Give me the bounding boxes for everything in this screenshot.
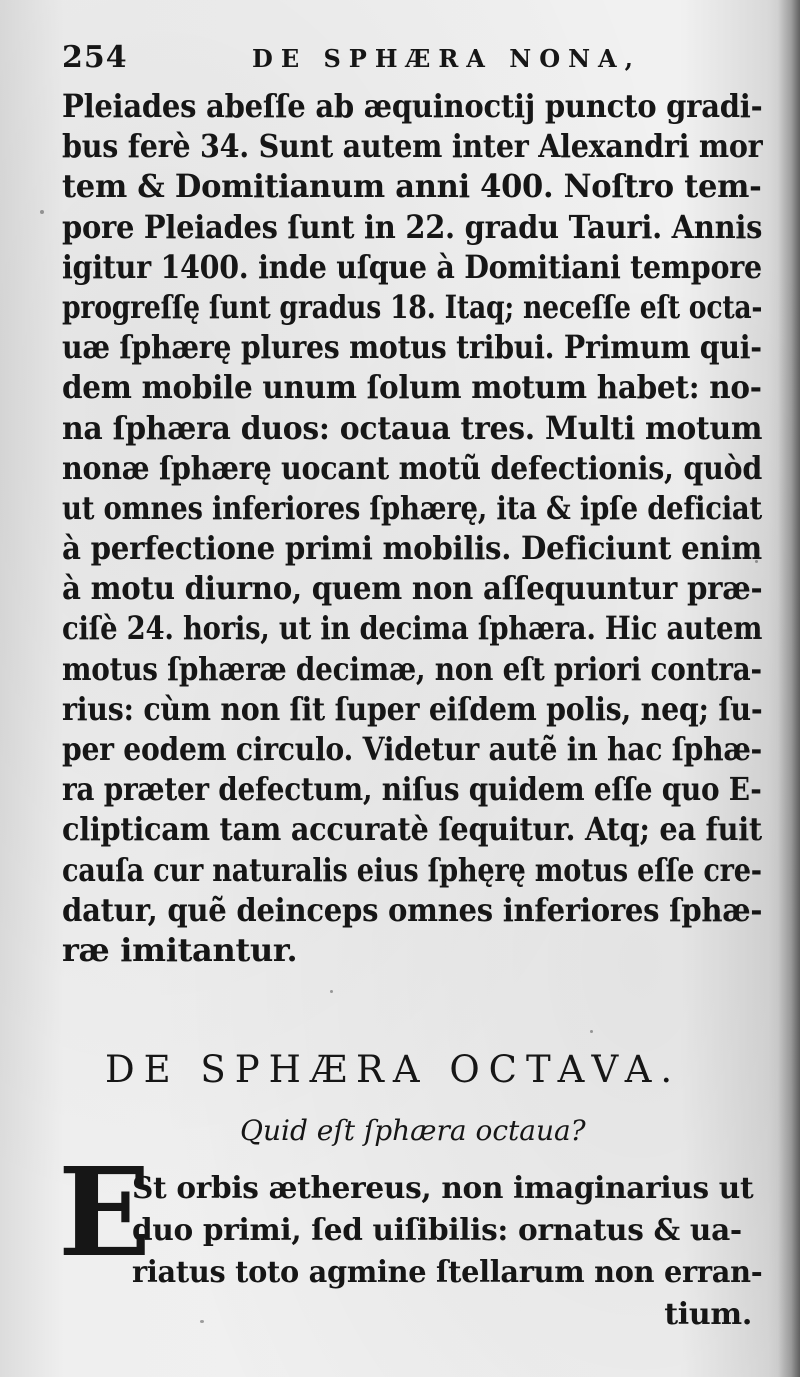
text-line: dem mobile unum ſolum motum habet: no- (62, 368, 762, 407)
paper-speck (40, 210, 44, 214)
paper-speck (590, 1030, 593, 1033)
text-line: na ſphæra duos: octaua tres. Multi motum (62, 408, 763, 447)
text-line: igitur 1400. inde uſque à Domitiani tempore (62, 247, 762, 286)
drop-cap-initial: E (58, 1140, 151, 1284)
text-line: clipticam tam accuratè ſequitur. Atq; ea fuit (62, 810, 762, 849)
text-line: cauſa cur naturalis eius ſphęrę motus eſſe cre- (62, 850, 762, 889)
page-number: 254 (62, 40, 128, 75)
text-line: St orbis æthereus, non imaginarius ut (132, 1171, 754, 1206)
text-line: nonæ ſphærę uocant motũ defectionis, quòd (62, 448, 762, 487)
running-head: DE SPHÆRA NONA, (252, 44, 642, 73)
text-line: duo primi, ſed uiſibilis: ornatus & ua- (132, 1213, 742, 1248)
text-line: bus ferè 34. Sunt autem inter Alexandri mor (62, 127, 763, 166)
text-line: à perfectione primi mobilis. Deficiunt enim (62, 529, 762, 568)
page-header (62, 40, 762, 80)
paper-speck (755, 560, 758, 563)
paper-speck (330, 990, 333, 993)
text-line: pore Pleiades ſunt in 22. gradu Tauri. Annis (62, 207, 763, 246)
text-line: tium. (664, 1297, 752, 1332)
section-question: Quid eſt ſphæra octaua? (240, 1114, 586, 1147)
paper-speck (200, 1320, 204, 1323)
body-paragraph (62, 86, 762, 970)
text-line: Pleiades abeſſe ab æquinoctij puncto gradi- (62, 87, 763, 125)
text-line: per eodem circulo. Videtur autẽ in hac ſphæ- (62, 730, 763, 768)
page-edge-shadow (778, 0, 800, 1377)
text-line: motus ſphæræ decimæ, non eſt priori contra- (62, 649, 762, 688)
section-heading: DE SPHÆRA OCTAVA. (105, 1048, 682, 1091)
text-line: rius: cùm non ſit ſuper eiſdem polis, neq; ſu- (62, 689, 763, 728)
answer-paragraph (132, 1168, 772, 1336)
text-line: riatus toto agmine ſtellarum non erran- (132, 1255, 763, 1290)
text-line: ræ imitantur. (62, 930, 298, 969)
text-line: ciſè 24. horis, ut in decima ſphæra. Hic autem (62, 609, 763, 648)
text-line: uæ ſphærę plures motus tribui. Primum qui- (62, 328, 762, 367)
text-line: tem & Domitianum anni 400. Noſtro tem- (62, 167, 762, 206)
text-line: à motu diurno, quem non aſſequuntur præ- (62, 569, 763, 608)
text-line: datur, quẽ deinceps omnes inferiores ſphæ- (62, 890, 763, 929)
text-line: ra præter defectum, niſus quidem eſſe quo E- (62, 770, 762, 809)
text-line: progreſſę ſunt gradus 18. Itaq; neceſſe eſt octa- (62, 287, 763, 326)
text-line: ut omnes inferiores ſphærę, ita & ipſe deficiat (62, 488, 762, 527)
